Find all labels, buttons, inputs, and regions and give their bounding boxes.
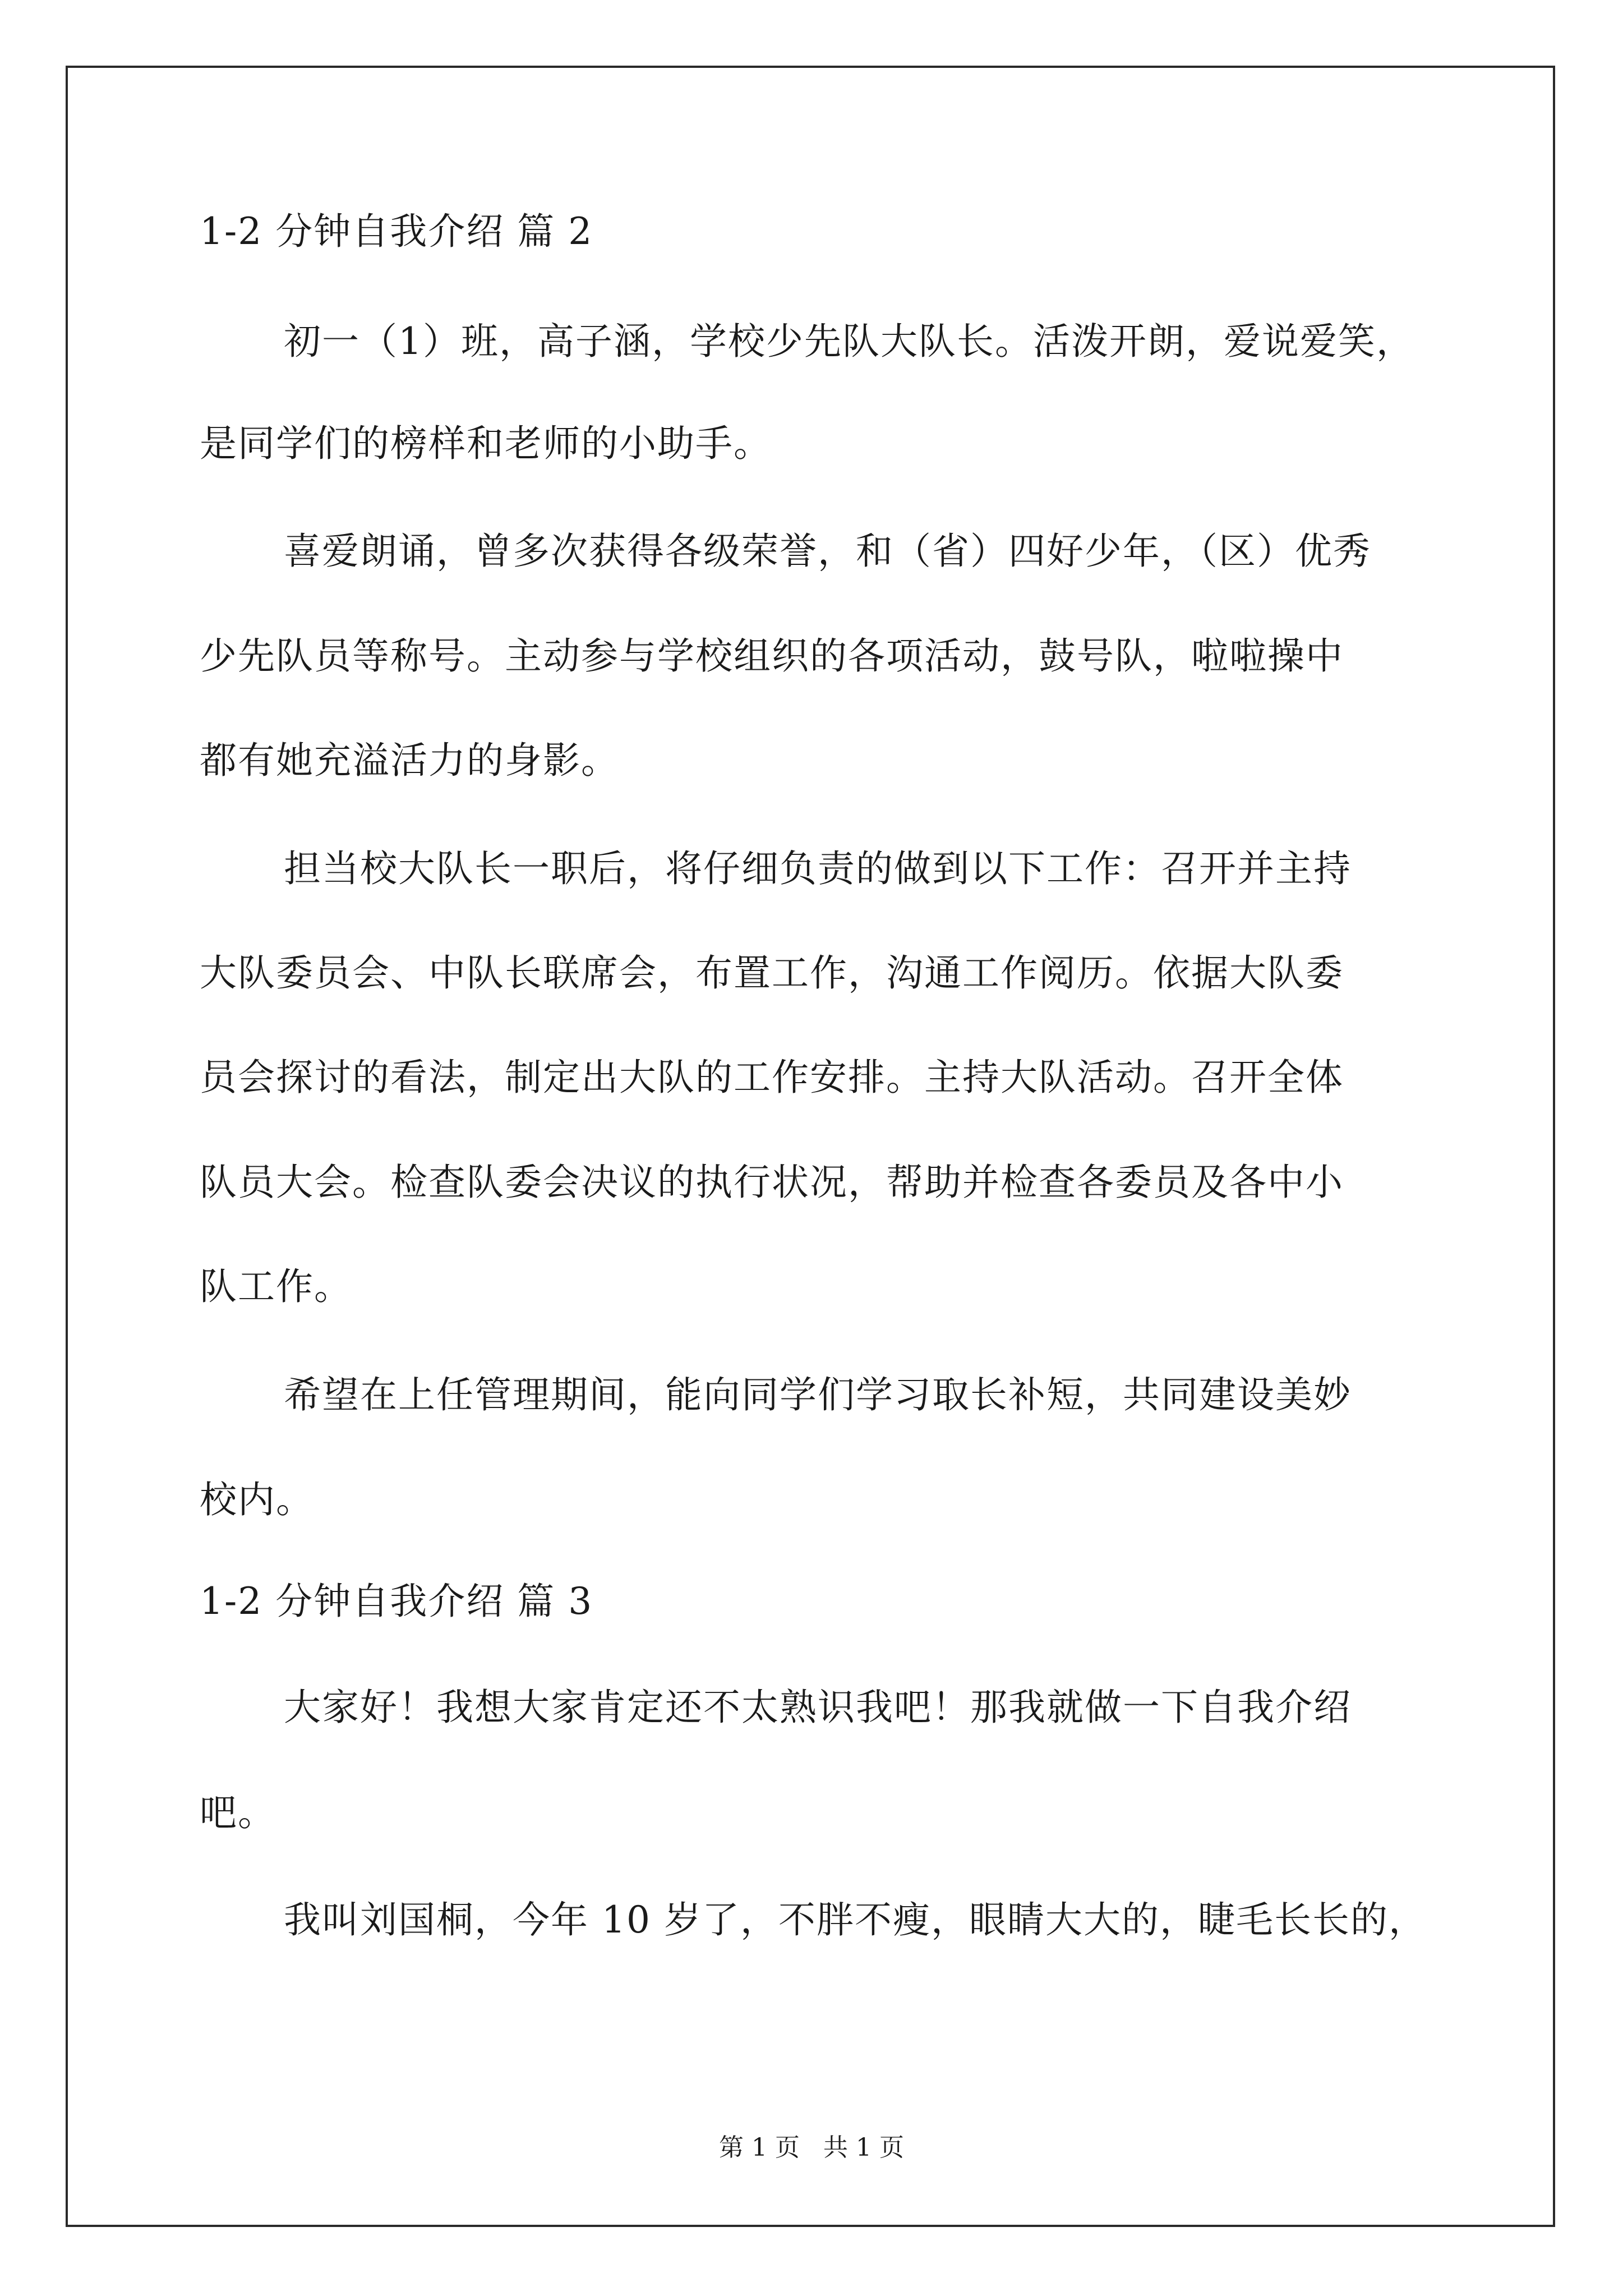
paragraph-line: 担当校大队长一职后，将仔细负责的做到以下工作：召开并主持 <box>284 847 1352 890</box>
paragraph-line: 希望在上任管理期间，能向同学们学习取长补短，共同建设美妙 <box>284 1373 1352 1416</box>
paragraph-line: 喜爱朗诵，曾多次获得各级荣誉，和（省）四好少年，（区）优秀 <box>284 530 1371 573</box>
paragraph-line: 初一（1）班，高子涵，学校少先队大队长。活泼开朗，爱说爱笑， <box>284 320 1414 363</box>
paragraph-line: 队员大会。检查队委会决议的执行状况，帮助并检查各委员及各中小 <box>200 1161 1344 1204</box>
paragraph-line: 校内。 <box>200 1478 314 1521</box>
paragraph-line: 少先队员等称号。主动参与学校组织的各项活动，鼓号队，啦啦操中 <box>200 634 1344 678</box>
paragraph-line: 是同学们的榜样和老师的小助手。 <box>200 422 772 465</box>
paragraph-line: 员会探讨的看法，制定出大队的工作安排。主持大队活动。召开全体 <box>200 1056 1344 1099</box>
paragraph-line: 都有她充溢活力的身影。 <box>200 739 619 782</box>
paragraph-line: 吧。 <box>200 1791 276 1834</box>
paragraph-line: 大队委员会、中队长联席会，布置工作，沟通工作阅历。依据大队委 <box>200 951 1344 995</box>
paragraph-line: 我叫刘国桐，今年 10 岁了，不胖不瘦，眼睛大大的，睫毛长长的， <box>284 1898 1427 1941</box>
paragraph-line: 队工作。 <box>200 1265 352 1308</box>
paragraph-line: 大家好！我想大家肯定还不太熟识我吧！那我就做一下自我介绍 <box>284 1686 1352 1729</box>
section-heading: 1-2 分钟自我介绍 篇 3 <box>200 1580 593 1623</box>
section-heading: 1-2 分钟自我介绍 篇 2 <box>200 210 593 253</box>
page-footer: 第 1 页 共 1 页 <box>719 2133 904 2162</box>
